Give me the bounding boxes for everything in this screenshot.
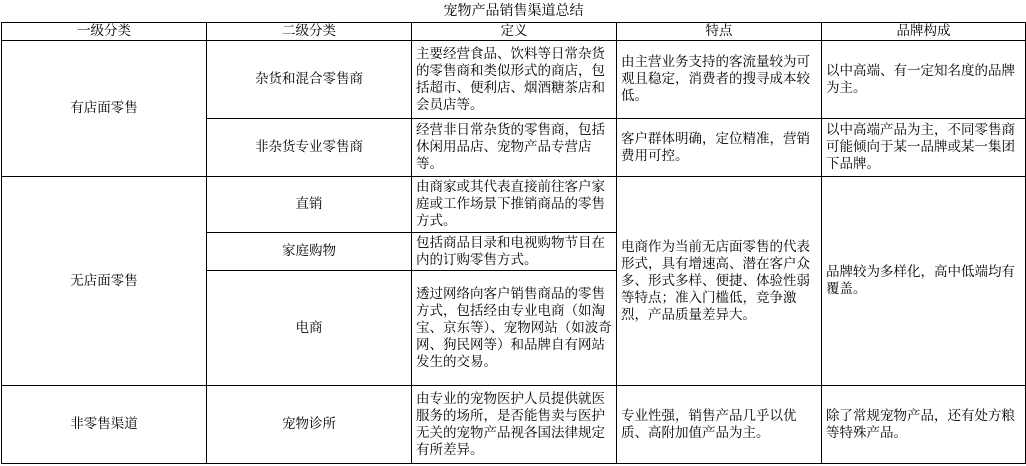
level1-cell: 非零售渠道	[2, 386, 207, 464]
level2-cell: 电商	[207, 271, 412, 386]
table-title: 宠物产品销售渠道总结	[443, 2, 584, 19]
header-level1: 一级分类	[2, 23, 207, 41]
definition-cell: 经营非日常杂货的零售商，包括休闲用品店、宠物产品专营店等。	[412, 119, 617, 177]
header-brand: 品牌构成	[822, 23, 1026, 41]
table-row	[2, 386, 1026, 464]
definition-cell: 由商家或其代表直接前往客户家庭或工作场景下推销商品的零售方式。	[412, 177, 617, 233]
definition-cell: 透过网络向客户销售商品的零售方式，包括经由专业电商（如淘宝、京东等）、宠物网站（如波奇网、狗民网等）和品牌自有网站发生的交易。	[412, 271, 617, 386]
title-row	[2, 0, 1026, 23]
header-row	[2, 23, 1026, 41]
brand-cell: 以中高端产品为主，不同零售商可能倾向于某一品牌或某一集团下品牌。	[822, 119, 1026, 177]
level2-cell: 宠物诊所	[207, 386, 412, 464]
header-features: 特点	[617, 23, 822, 41]
table-row	[2, 41, 1026, 119]
brand-cell: 以中高端、有一定知名度的品牌为主。	[822, 41, 1026, 119]
header-level2: 二级分类	[207, 23, 412, 41]
header-definition: 定义	[412, 23, 617, 41]
level2-cell: 直销	[207, 177, 412, 233]
brand-cell: 除了常规宠物产品，还有处方粮等特殊产品。	[822, 386, 1026, 464]
definition-cell: 由专业的宠物医护人员提供就医服务的场所，是否能售卖与医护无关的宠物产品视各国法律规定有所差异。	[412, 386, 617, 464]
level1-cell: 有店面零售	[2, 41, 207, 177]
level2-cell: 杂货和混合零售商	[207, 41, 412, 119]
features-cell: 电商作为当前无店面零售的代表形式，具有增速高、潜在客户众多、形式多样、便捷、体验性弱等特点；准入门槛低，竞争激烈，产品质量差异大。	[617, 177, 822, 386]
features-cell: 专业性强，销售产品几乎以优质、高附加值产品为主。	[617, 386, 822, 464]
level2-cell: 非杂货专业零售商	[207, 119, 412, 177]
features-cell: 由主营业务支持的客流量较为可观且稳定，消费者的搜寻成本较低。	[617, 41, 822, 119]
definition-cell: 包括商品目录和电视购物节目在内的订购零售方式。	[412, 233, 617, 271]
definition-cell: 主要经营食品、饮料等日常杂货的零售商和类似形式的商店，包括超市、便利店、烟酒糖茶店和会员店等。	[412, 41, 617, 119]
level2-cell: 家庭购物	[207, 233, 412, 271]
features-cell: 客户群体明确，定位精准，营销费用可控。	[617, 119, 822, 177]
brand-cell: 品牌较为多样化，高中低端均有覆盖。	[822, 177, 1026, 386]
level1-cell: 无店面零售	[2, 177, 207, 386]
table-row	[2, 177, 1026, 233]
channel-table	[1, 0, 1026, 464]
